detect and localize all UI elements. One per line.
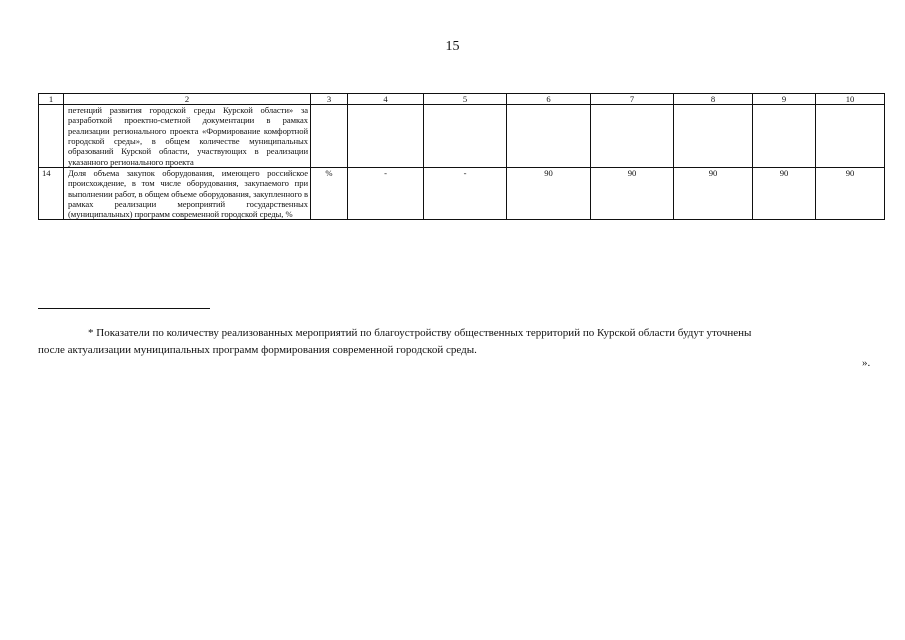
value-cell [348,105,424,168]
footnote-line: * Показатели по количеству реализованных мероприятий по благоустройству общественных территорий по Курской области будут уточнены [88,327,752,339]
header-cell: 9 [753,94,816,105]
value-cell [507,105,591,168]
value-cell [674,105,753,168]
header-cell: 1 [39,94,64,105]
value-cell [424,105,507,168]
header-cell: 10 [816,94,885,105]
value-cell: 90 [674,167,753,220]
indicator-description-cell: Доля объема закупок оборудования, имеющего российское происхождение, в том числе оборудования, закупаемого при выполнении работ, в общем объеме оборудования, закупленного в рамках реализации мероприятий государственных (муниципальных) программ современной городской среды, % [64,167,311,220]
value-cell [816,105,885,168]
row-number-cell: 14 [39,167,64,220]
header-cell: 8 [674,94,753,105]
footnote-divider [38,308,210,309]
header-cell: 5 [424,94,507,105]
header-cell: 3 [311,94,348,105]
value-cell: - [424,167,507,220]
row-number-cell [39,105,64,168]
header-cell: 4 [348,94,424,105]
indicators-table [38,93,885,220]
header-cell: 2 [64,94,311,105]
unit-cell: % [311,167,348,220]
table-row [39,105,885,168]
header-cell: 7 [591,94,674,105]
table-header-row [39,94,885,105]
closing-quote-mark: ». [862,357,871,369]
value-cell [591,105,674,168]
indicator-description-cell: петенций развития городской среды Курской области» за разработкой проектно-сметной документации в рамках реализации регионального проекта «Формирование комфортной городской среды», в общем количестве муниципальных образований Курской области, участвующих в реализации указанного регионального проекта [64,105,311,168]
unit-cell [311,105,348,168]
page-number: 15 [445,39,460,54]
value-cell: - [348,167,424,220]
table-row [39,167,885,220]
value-cell: 90 [816,167,885,220]
footnote-line: после актуализации муниципальных программ формирования современной городской среды. [38,344,477,356]
value-cell: 90 [591,167,674,220]
header-cell: 6 [507,94,591,105]
value-cell [753,105,816,168]
value-cell: 90 [507,167,591,220]
value-cell: 90 [753,167,816,220]
footnote [38,325,884,359]
